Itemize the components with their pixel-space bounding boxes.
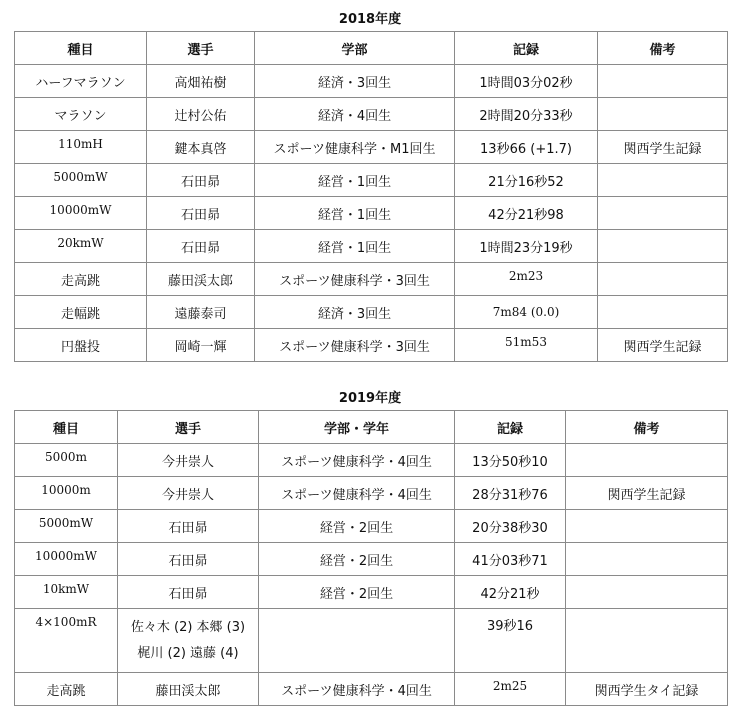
cell-event: 10000m (15, 477, 118, 510)
cell-faculty: 経営・2回生 (259, 543, 455, 576)
section-title-2019: 2019年度 (338, 391, 402, 406)
cell-note (598, 65, 728, 98)
cell-event: 5000mW (15, 510, 118, 543)
cell-event: 10000mW (15, 543, 118, 576)
cell-event: ハーフマラソン (15, 65, 147, 98)
cell-record: 20分38秒30 (455, 510, 566, 543)
cell-event: 10kmW (15, 576, 118, 609)
cell-note (598, 164, 728, 197)
cell-athlete: 鍵本真啓 (147, 131, 255, 164)
cell-event: 110mH (15, 131, 147, 164)
cell-event: 10000mW (15, 197, 147, 230)
cell-faculty (259, 609, 455, 673)
cell-athlete-relay (118, 609, 259, 673)
table-row (15, 65, 728, 98)
header-faculty: 学部・学年 (259, 411, 455, 444)
table-row (15, 230, 728, 263)
cell-event: 走高跳 (15, 673, 118, 706)
cell-faculty: スポーツ健康科学・M1回生 (255, 131, 455, 164)
table-row (15, 673, 728, 706)
table-row (15, 576, 728, 609)
cell-event: 20kmW (15, 230, 147, 263)
table-row (15, 164, 728, 197)
cell-faculty: スポーツ健康科学・3回生 (255, 263, 455, 296)
cell-event: 円盤投 (15, 329, 147, 362)
cell-record: 21分16秒52 (455, 164, 598, 197)
cell-event: 5000m (15, 444, 118, 477)
table-row (15, 543, 728, 576)
cell-event: 5000mW (15, 164, 147, 197)
cell-note (566, 576, 728, 609)
cell-faculty: 経営・1回生 (255, 164, 455, 197)
cell-note (566, 510, 728, 543)
table-row (15, 477, 728, 510)
cell-record: 39秒16 (455, 609, 566, 673)
section-title-2018: 2018年度 (338, 12, 402, 27)
cell-note (598, 296, 728, 329)
cell-faculty: スポーツ健康科学・4回生 (259, 477, 455, 510)
cell-athlete: 藤田渓太郎 (147, 263, 255, 296)
header-event: 種目 (15, 32, 147, 65)
header-note: 備考 (598, 32, 728, 65)
cell-faculty: 経営・1回生 (255, 230, 455, 263)
header-faculty: 学部 (255, 32, 455, 65)
cell-record: 13秒66 (+1.7) (455, 131, 598, 164)
cell-faculty: 経営・1回生 (255, 197, 455, 230)
cell-faculty: 経営・2回生 (259, 576, 455, 609)
cell-athlete: 石田昴 (118, 510, 259, 543)
table-header-row (15, 32, 728, 65)
cell-event: マラソン (15, 98, 147, 131)
cell-note: 関西学生タイ記録 (566, 673, 728, 706)
cell-record: 2m23 (455, 263, 598, 296)
table-row (15, 98, 728, 131)
cell-record: 2時間20分33秒 (455, 98, 598, 131)
cell-athlete: 岡崎一輝 (147, 329, 255, 362)
cell-athlete: 石田昴 (147, 230, 255, 263)
cell-record: 41分03秒71 (455, 543, 566, 576)
cell-athlete: 石田昴 (118, 576, 259, 609)
cell-athlete: 石田昴 (147, 197, 255, 230)
cell-record: 51m53 (455, 329, 598, 362)
records-table-2019 (14, 410, 728, 706)
relay-members-line-1: 佐々木 (2) 本郷 (3) (130, 619, 246, 635)
cell-note (566, 444, 728, 477)
header-event: 種目 (15, 411, 118, 444)
cell-athlete: 石田昴 (147, 164, 255, 197)
header-record: 記録 (455, 411, 566, 444)
cell-record: 42分21秒98 (455, 197, 598, 230)
table-row (15, 263, 728, 296)
header-note: 備考 (566, 411, 728, 444)
relay-members-line-2: 梶川 (2) 遠藤 (4) (137, 645, 239, 661)
cell-athlete: 石田昴 (118, 543, 259, 576)
cell-event: 走高跳 (15, 263, 147, 296)
header-record: 記録 (455, 32, 598, 65)
table-row (15, 296, 728, 329)
cell-faculty: スポーツ健康科学・3回生 (255, 329, 455, 362)
cell-faculty: 経営・2回生 (259, 510, 455, 543)
cell-record: 1時間03分02秒 (455, 65, 598, 98)
table-header-row (15, 411, 728, 444)
cell-athlete: 遠藤泰司 (147, 296, 255, 329)
cell-record: 2m25 (455, 673, 566, 706)
cell-note (598, 230, 728, 263)
records-table-2018 (14, 31, 728, 362)
cell-note (566, 609, 728, 673)
table-row (15, 444, 728, 477)
cell-event: 走幅跳 (15, 296, 147, 329)
header-athlete: 選手 (147, 32, 255, 65)
table-row (15, 609, 728, 673)
cell-athlete: 今井崇人 (118, 444, 259, 477)
cell-athlete: 藤田渓太郎 (118, 673, 259, 706)
header-athlete: 選手 (118, 411, 259, 444)
cell-faculty: 経済・3回生 (255, 296, 455, 329)
cell-faculty: スポーツ健康科学・4回生 (259, 673, 455, 706)
table-row (15, 197, 728, 230)
cell-record: 7m84 (0.0) (455, 296, 598, 329)
cell-record: 42分21秒 (455, 576, 566, 609)
cell-note: 関西学生記録 (598, 329, 728, 362)
cell-athlete: 辻村公佑 (147, 98, 255, 131)
cell-event: 4×100mR (15, 609, 118, 673)
cell-note (598, 197, 728, 230)
cell-record: 28分31秒76 (455, 477, 566, 510)
cell-athlete: 高畑祐樹 (147, 65, 255, 98)
cell-faculty: 経済・4回生 (255, 98, 455, 131)
cell-note: 関西学生記録 (598, 131, 728, 164)
cell-faculty: 経済・3回生 (255, 65, 455, 98)
cell-record: 13分50秒10 (455, 444, 566, 477)
cell-note (566, 543, 728, 576)
table-row (15, 329, 728, 362)
cell-note (598, 263, 728, 296)
cell-record: 1時間23分19秒 (455, 230, 598, 263)
cell-note (598, 98, 728, 131)
cell-faculty: スポーツ健康科学・4回生 (259, 444, 455, 477)
table-row (15, 510, 728, 543)
cell-note: 関西学生記録 (566, 477, 728, 510)
cell-athlete: 今井崇人 (118, 477, 259, 510)
table-row (15, 131, 728, 164)
